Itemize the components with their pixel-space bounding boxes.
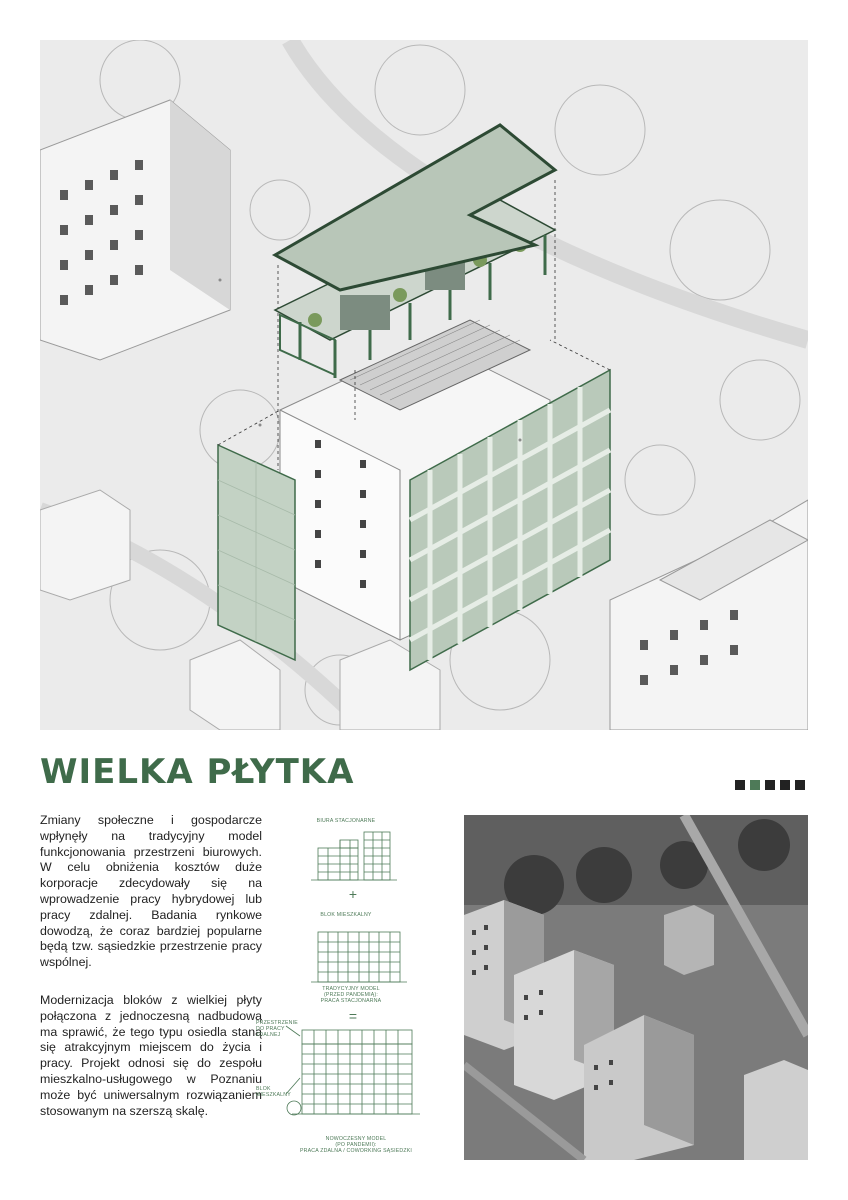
modern-caption-1: NOWOCZESNY MODEL <box>325 1136 387 1142</box>
page-indicator <box>735 780 805 790</box>
remote-label-3: ZDALNEJ <box>256 1032 281 1038</box>
remote-label-2: DO PRACY <box>256 1026 285 1032</box>
page-dot <box>765 780 775 790</box>
paragraph-intro: Zmiany społeczne i gospodarcze wpłynęły na tradycyjny model funkcjonowania przestrzeni biurowych. W celu obniżenia kosztów duże korporacje zdecydowały się na wprowadzenie pracy hybrydowej lub pracy zdalnej. Badania rynkowe dowodzą, że coraz bardziej popularne będą tzw. sąsiedzkie przestrzenie pracy wspólnej. <box>40 813 262 970</box>
residential-label-2b: MIESZKALNY <box>256 1092 291 1098</box>
residential-label-2a: BLOK <box>256 1086 271 1092</box>
paragraph-modernization: Modernizacja bloków z wielkiej płyty połączona z jednoczesną nadbudową ma sprawić, że tego typu osiedla staną się atrakcyjnym miejscem do życia i pracy. Projekt odnosi się do zespołu mieszkalno-usługowego w Poznaniu może być uniwersalnym rozwiązaniem stosowanym na szerszą skalę. <box>40 993 262 1118</box>
office-label: BIURA STACJONARNE <box>316 818 376 824</box>
page-title: WIELKA PŁYTKA <box>40 752 355 792</box>
page-dot <box>735 780 745 790</box>
page-dot <box>780 780 790 790</box>
residential-label: BLOK MIESZKALNY <box>320 912 372 918</box>
page-dot-active <box>750 780 760 790</box>
page-dot <box>795 780 805 790</box>
equals-sign: = <box>348 1008 358 1024</box>
hero-axonometric-illustration <box>40 40 808 730</box>
remote-label-1: PRZESTRZENIE <box>256 1020 298 1026</box>
traditional-caption-2: (PRZED PANDEMIĄ): <box>323 992 379 998</box>
modern-caption-2: (PO PANDEMII): <box>335 1142 377 1148</box>
modern-caption-3: PRACA ZDALNA / COWORKING SĄSIEDZKI <box>299 1148 412 1154</box>
traditional-caption-3: PRACA STACJONARNA <box>320 998 382 1004</box>
historic-aerial-photo <box>464 815 808 1160</box>
traditional-caption-1: TRADYCYJNY MODEL <box>322 986 380 992</box>
plus-sign: + <box>348 886 358 902</box>
model-diagram <box>256 812 436 1162</box>
